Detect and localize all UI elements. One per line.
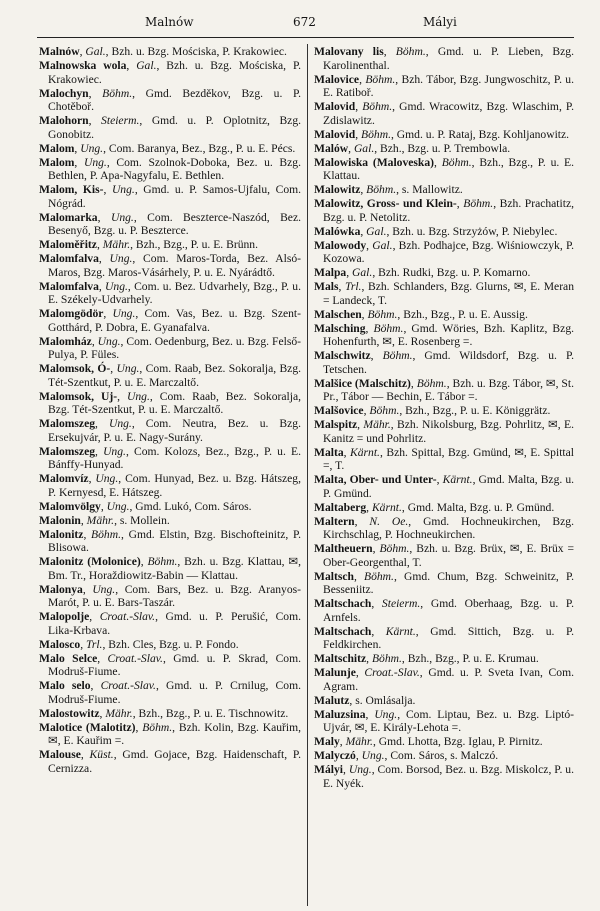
entry-region: Ung. [348, 763, 372, 776]
entry-headword: Maloměřitz [39, 238, 97, 251]
entry-headword: Malta [314, 445, 344, 459]
gazetteer-entry: Malomvíz, Ung., Com. Hunyad, Bez. u. Bzg. Hátszeg, P. Kernyesd, E. Hátszeg. [39, 472, 302, 499]
entry-headword: Malów [314, 141, 349, 155]
entry-region: Böhm. [441, 155, 472, 169]
entry-headword: Malom [39, 141, 75, 155]
gazetteer-entry: Malówka, Gal., Bzh. u. Bzg. Strzyżów, P. Niebylec. [314, 224, 558, 238]
entry-text: Bzh. Prachatitz, Bzg. u. P. Netolitz. [323, 197, 575, 224]
entry-headword: Malo selo [39, 679, 91, 692]
entry-text: Com. Borsod, Bez. u. Bzg. Miskolcz, P. u. E. Nyék. [323, 763, 574, 790]
gazetteer-entry: Malomsok, Uj-, Ung., Com. Raab, Bez. Sokoralja, Bzg. Tét-Szentkut, P. u. E. Marczaltő. [39, 389, 301, 416]
entry-text: Gmd. Malta, Bzg. u. P. Gmünd. [407, 500, 555, 514]
header-left-keyword: Malnów [145, 15, 194, 29]
entry-text: Gmd. u. P. Perušić, Com. Lika-Krbava. [48, 610, 302, 637]
entry-text: Gmd. Wöries, Bzh. Kaplitz, Bzg. Hohenfurth, ✉, E. Rosenberg =. [323, 321, 575, 348]
entry-region: Kärnt. [442, 473, 473, 486]
entry-headword: Malunje [314, 666, 356, 679]
entry-text: Bzh., Bzg., P. u. E. Aussig. [403, 307, 528, 321]
entry-text: Bzh. u. Bzg. Brüx, ✉, E. Brüx = Ober-Georgenthal, T. [323, 542, 575, 569]
entry-text: Com. Vas, Bez. u. Bzg. Szent-Gotthárd, P. Dobra, E. Gyanafalva. [48, 307, 302, 334]
entry-text: Gmd. Wracowitz, Bzg. Wlaschim, P. Zdislawitz. [323, 100, 574, 127]
gazetteer-entry: Malom, Kis-, Ung., Gmd. u. P. Samos-Ujfalu, Com. Nógrád. [39, 183, 302, 210]
entry-region: Böhm. [362, 100, 393, 113]
gazetteer-entry: Malomsok, Ó-, Ung., Com. Raab, Bez. Sokoralja, Bzg. Tét-Szentkut, P. u. E. Marczaltő. [39, 362, 302, 389]
entry-text: Com. Neutra, Bez. u. Bzg. Ersekujvár, P. u. E. Nagy-Surány. [48, 417, 301, 444]
gazetteer-entry: Malowody, Gal., Bzh. Podhajce, Bzg. Wiśniowczyk, P. Kozowa. [314, 238, 575, 265]
gazetteer-entry: Malomfalva, Ung., Com. Maros-Torda, Bez. Alsó-Maros, Bzg. Maros-Vásárhely, P. u. E. Nyárádtő. [39, 252, 302, 279]
entry-headword: Malochyn [39, 86, 89, 100]
entry-text: Gmd. u. P. Oplotnitz, Bzg. Gonobitz. [48, 114, 302, 141]
entry-headword: Malomarka [39, 210, 98, 224]
entry-region: Böhm. [382, 349, 413, 362]
entry-region: Gal. [372, 238, 393, 252]
entry-headword: Malovid [314, 127, 356, 141]
entry-headword: Maly [314, 735, 340, 748]
entry-headword: Malomvölgy [39, 499, 101, 513]
entry-headword: Malyczó [314, 749, 356, 762]
entry-text: Gmd. Lukó, Com. Sáros. [135, 499, 252, 513]
entry-text: Com. u. Bez. Udvarhely, Bzg., P. u. E. Székely-Udvarhely. [48, 279, 301, 306]
entry-region: Böhm. [379, 542, 410, 555]
entry-region: Trl. [345, 280, 362, 293]
entry-text: Gmd. Chum, Bzg. Schweinitz, P. Besseniitz. [323, 569, 575, 596]
entry-region: Böhm. [361, 127, 391, 141]
gazetteer-entry: Malo selo, Croat.-Slav., Gmd. u. P. Crnilug, Com. Modruš-Fiume. [39, 679, 302, 706]
entry-headword: Mályi [314, 763, 343, 776]
gazetteer-entry: Malowitz, Böhm., s. Mallowitz. [314, 183, 463, 196]
entry-headword: Malšovice [314, 404, 364, 417]
entry-region: Croat.-Slav. [107, 651, 163, 665]
entry-text: Bzh. u. Bzg. Mościska, P. Krakowiec. [111, 45, 287, 58]
gazetteer-entry: Malostowitz, Mähr., Bzh., Bzg., P. u. E. Tischnowitz. [39, 706, 289, 720]
entry-text: s. Mallowitz. [401, 183, 463, 196]
entry-headword: Malovany lis [314, 45, 384, 58]
entry-headword: Malovid [314, 100, 356, 113]
entry-headword: Malschen [314, 307, 362, 321]
gazetteer-entry: Malotice (Malotitz), Böhm., Bzh. Kolin, Bzg. Kauřim, ✉, E. Kauřim =. [39, 720, 302, 747]
gazetteer-entry: Malsching, Böhm., Gmd. Wöries, Bzh. Kaplitz, Bzg. Hohenfurth, ✉, E. Rosenberg =. [314, 321, 575, 348]
entry-headword: Malsching [314, 321, 366, 335]
entry-text: Bzh. Rudki, Bzg. u. P. Komarno. [378, 266, 531, 279]
entry-region: Ung. [97, 334, 121, 348]
entry-region: Gal. [353, 141, 375, 155]
gazetteer-entry: Malonin, Mähr., s. Mollein. [39, 513, 170, 527]
entry-text: Com. Oedenburg, Bez. u. Bzg. Felső-Pulya, P. Füles. [48, 334, 301, 361]
entry-headword: Malonin [39, 513, 81, 527]
entry-text: Gmd. Bezděkov, Bzg. u. P. Chotěboř. [48, 86, 302, 113]
entry-region: Ung. [103, 444, 126, 458]
entry-headword: Malta, Ober- und Unter- [314, 473, 437, 486]
entry-region: Ung. [126, 389, 150, 403]
entry-region: Ung. [116, 362, 140, 375]
entry-headword: Malonitz (Molonice) [39, 555, 141, 568]
entry-region: Ung. [361, 749, 385, 762]
column-divider [307, 44, 308, 906]
entry-text: Gmd. Gojace, Bzg. Haidenschaft, P. Cernizza. [48, 748, 301, 775]
entry-text: Com. Sáros, s. Malczó. [390, 749, 499, 762]
gazetteer-entry: Malomszeg, Ung., Com. Kolozs, Bez., Bzg., P. u. E. Bánffy-Hunyad. [39, 444, 301, 471]
entry-region: Mähr. [102, 238, 131, 251]
gazetteer-entry: Malouse, Küst., Gmd. Gojace, Bzg. Haidenschaft, P. Cernizza. [39, 748, 301, 775]
gazetteer-entry: Malta, Ober- und Unter-, Kärnt., Gmd. Malta, Bzg. u. P. Gmünd. [314, 473, 575, 500]
gazetteer-entry: Malnowska wola, Gal., Bzh. u. Bzg. Mościska, P. Krakowiec. [39, 59, 302, 86]
entry-region: Gal. [366, 224, 387, 238]
entry-region: Ung. [110, 210, 134, 224]
gazetteer-entry: Malom, Ung., Com. Szolnok-Doboka, Bez. u. Bzg. Bethlen, P. Apa-Nagyfalu, E. Bethlen. [39, 155, 301, 182]
entry-region: Böhm. [367, 307, 398, 321]
gazetteer-entry: Malovid, Böhm., Gmd. Wracowitz, Bzg. Wlaschim, P. Zdislawitz. [314, 100, 574, 127]
gazetteer-entry: Maltaberg, Kärnt., Gmd. Malta, Bzg. u. P. Gmünd. [314, 500, 555, 514]
entry-text: Gmd. Hochneukirchen, Bzg. Kirchschlag, P. Hochneukirchen. [323, 514, 574, 541]
entry-region: Ung. [80, 141, 104, 155]
gazetteer-entry: Malonya, Ung., Com. Bars, Bez. u. Bzg. Aranyos-Marót, P. u. E. Bars-Taszár. [39, 582, 301, 609]
entry-region: Böhm. [416, 376, 447, 390]
entry-region: Gal. [352, 266, 373, 279]
entry-headword: Malnów [39, 45, 80, 58]
gazetteer-entry: Malomház, Ung., Com. Oedenburg, Bez. u. Bzg. Felső-Pulya, P. Füles. [39, 334, 301, 361]
gazetteer-entry: Malosco, Trl., Bzh. Cles, Bzg. u. P. Fondo. [39, 637, 239, 651]
entry-headword: Malomfalva [39, 252, 99, 265]
entry-headword: Malosco [39, 637, 81, 651]
entry-region: Ung. [108, 417, 132, 430]
entry-text: Gmd. u. P. Lieben, Bzg. Karolinenthal. [323, 45, 575, 72]
gazetteer-entry: Malomszeg, Ung., Com. Neutra, Bez. u. Bzg. Ersekujvár, P. u. E. Nagy-Surány. [39, 417, 301, 444]
gazetteer-entry: Malo Selce, Croat.-Slav., Gmd. u. P. Skrad, Com. Modruš-Fiume. [39, 651, 302, 678]
gazetteer-entry: Maltschach, Steierm., Gmd. Oberhaag, Bzg. u. P. Arnfels. [314, 597, 574, 624]
entry-headword: Maltern [314, 514, 355, 528]
entry-text: Bzh. u. Bzg. Klattau, ✉, Bm. Tr., Horaždiowitz-Babin — Klattau. [48, 555, 302, 582]
entry-headword: Malowitz, Gross- und Klein- [314, 197, 457, 210]
entry-region: Böhm. [147, 555, 178, 568]
entry-text: Bzh., Bzg., P. u. E. Königgrätz. [405, 404, 551, 417]
entry-headword: Malomvíz [39, 472, 89, 485]
page-number: 672 [293, 15, 316, 29]
entry-text: Com. Szolnok-Doboka, Bez. u. Bzg. Bethlen, P. Apa-Nagyfalu, E. Bethlen. [48, 155, 301, 182]
entry-headword: Maltheuern [314, 542, 373, 555]
entry-headword: Maltschach [314, 624, 372, 638]
gazetteer-entry: Malunje, Croat.-Slav., Gmd. u. P. Sveta Ivan, Com. Agram. [314, 666, 575, 693]
entry-text: Gmd. u. P. Rataj, Bzg. Kohljanowitz. [396, 127, 570, 141]
entry-text: Bzh. Schlanders, Bzg. Glurns, ✉, E. Meran = Landeck, T. [323, 280, 574, 307]
page-header [40, 14, 572, 30]
entry-region: Böhm. [364, 569, 394, 583]
entry-headword: Malouse [39, 748, 81, 761]
entry-headword: Malovice [314, 72, 360, 86]
gazetteer-entry: Maltschach, Kärnt., Gmd. Sittich, Bzg. u. P. Feldkirchen. [314, 624, 575, 651]
gazetteer-entry: Malów, Gal., Bzh., Bzg. u. P. Trembowla. [314, 141, 511, 155]
entry-headword: Malopolje [39, 610, 90, 623]
entry-region: Trl. [86, 637, 103, 651]
entry-text: Bzh., Bzg. u. P. Trembowla. [380, 141, 511, 155]
entry-headword: Mals [314, 280, 339, 293]
entry-headword: Malschwitz [314, 349, 371, 362]
gazetteer-entry: Malochyn, Böhm., Gmd. Bezděkov, Bzg. u. P. Chotěboř. [39, 86, 302, 113]
entry-region: N. Oe. [369, 514, 409, 528]
entry-text: Bzh., Bzg., P. u. E. Krumau. [407, 652, 539, 665]
gazetteer-entry: Malschwitz, Böhm., Gmd. Wildsdorf, Bzg. u. P. Tetschen. [314, 349, 575, 376]
entry-headword: Maltschach [314, 597, 372, 610]
gazetteer-entry: Maltschitz, Böhm., Bzh., Bzg., P. u. E. Krumau. [314, 652, 539, 665]
entry-text: Com. Hunyad, Bez. u. Bzg. Hátszeg, P. Kernyesd, E. Hátszeg. [48, 472, 302, 499]
entry-text: Com. Kolozs, Bez., Bzg., P. u. E. Bánffy-Hunyad. [48, 444, 301, 471]
header-rule [37, 37, 574, 38]
entry-headword: Malotice (Malotitz) [39, 720, 136, 734]
entry-headword: Malšice (Malschitz) [314, 376, 411, 390]
entry-headword: Malnowska wola [39, 59, 127, 72]
gazetteer-entry: Malomgödör, Ung., Com. Vas, Bez. u. Bzg. Szent-Gotthárd, P. Dobra, E. Gyanafalva. [39, 307, 302, 334]
gazetteer-entry: Malšice (Malschitz), Böhm., Bzh. u. Bzg. Tábor, ✉, St. Pr., Tábor — Bechin, E. Tábor =. [314, 376, 574, 403]
entry-text: Bzh. u. Bzg. Tábor, ✉, St. Pr., Tábor — Bechin, E. Tábor =. [323, 376, 574, 403]
entry-region: Böhm. [395, 45, 426, 58]
entry-text: Gmd. Malta, Bzg. u. P. Gmünd. [323, 473, 575, 500]
entry-region: Steierm. [101, 114, 140, 127]
entry-region: Croat.-Slav. [99, 610, 156, 623]
gazetteer-entry: Malpa, Gal., Bzh. Rudki, Bzg. u. P. Komarno. [314, 266, 531, 279]
gazetteer-entry: Maltsch, Böhm., Gmd. Chum, Bzg. Schweinitz, P. Besseniitz. [314, 569, 575, 596]
entry-text: Bzh. Spittal, Bzg. Gmünd, ✉, E. Spittal =, T. [323, 445, 575, 472]
gazetteer-entry: Malovid, Böhm., Gmd. u. P. Rataj, Bzg. Kohljanowitz. [314, 127, 570, 141]
entry-region: Ung. [112, 307, 136, 320]
entry-text: s. Omlásalja. [355, 693, 416, 707]
entry-text: Com. Raab, Bez. Sokoralja, Bzg. Tét-Szentkut, P. u. E. Marczaltő. [48, 389, 301, 416]
gazetteer-entry: Malowitz, Gross- und Klein-, Böhm., Bzh. Prachatitz, Bzg. u. P. Netolitz. [314, 197, 575, 224]
entry-text: Bzh. Cles, Bzg. u. P. Fondo. [108, 637, 239, 651]
entry-headword: Maltsch [314, 569, 354, 583]
entry-text: Gmd. u. P. Crnilug, Com. Modruš-Fiume. [48, 679, 302, 706]
gazetteer-entry: Malovice, Böhm., Bzh. Tábor, Bzg. Jungwoschitz, P. u. E. Ratiboř. [314, 72, 574, 99]
gazetteer-entry: Maluzsina, Ung., Com. Liptau, Bez. u. Bzg. Liptó-Ujvár, ✉, E. Király-Lehota =. [314, 707, 575, 734]
gazetteer-entry: Malonitz, Böhm., Gmd. Elstin, Bzg. Bischofteinitz, P. Blisowa. [39, 527, 302, 554]
entry-region: Ung. [111, 183, 135, 196]
gazetteer-entry: Malowiska (Maloveska), Böhm., Bzh., Bzg., P. u. E. Klattau. [314, 155, 575, 182]
gazetteer-entry: Malonitz (Molonice), Böhm., Bzh. u. Bzg. Klattau, ✉, Bm. Tr., Horaždiowitz-Babin — Klattau. [39, 555, 302, 582]
gazetteer-entry: Malšovice, Böhm., Bzh., Bzg., P. u. E. Königgrätz. [314, 404, 551, 417]
gazetteer-entry: Mályi, Ung., Com. Borsod, Bez. u. Bzg. Miskolcz, P. u. E. Nyék. [314, 763, 574, 790]
entry-region: Steierm. [381, 597, 421, 610]
entry-region: Mähr. [363, 418, 391, 431]
entry-region: Mähr. [105, 706, 133, 720]
entry-headword: Malomsok, Ó- [39, 362, 111, 375]
entry-region: Kärnt. [371, 500, 402, 514]
entry-region: Gal. [85, 45, 106, 58]
gazetteer-entry: Maloměřitz, Mähr., Bzh., Bzg., P. u. E. Brünn. [39, 238, 258, 251]
entry-region: Croat.-Slav. [364, 666, 420, 679]
entry-region: Ung. [106, 499, 130, 513]
entry-region: Croat.-Slav. [100, 679, 156, 692]
entry-text: Com. Beszterce-Naszód, Bez. Besenyő, Bzg. u. P. Beszterce. [48, 210, 302, 237]
gazetteer-entry: Malnów, Gal., Bzh. u. Bzg. Mościska, P. Krakowiec. [39, 45, 287, 58]
entry-text: Bzh. Tábor, Bzg. Jungwoschitz, P. u. E. Ratiboř. [323, 72, 574, 99]
gazetteer-entry: Malomvölgy, Ung., Gmd. Lukó, Com. Sáros. [39, 499, 252, 513]
entry-headword: Malomszeg [39, 417, 96, 430]
entry-text: Gmd. u. P. Skrad, Com. Modruš-Fiume. [48, 651, 302, 678]
entry-text: Gmd. Wildsdorf, Bzg. u. P. Tetschen. [323, 349, 575, 376]
entry-text: Com. Raab, Bez. Sokoralja, Bzg. Tét-Szentkut, P. u. E. Marczaltő. [48, 362, 302, 389]
entry-headword: Malówka [314, 224, 361, 238]
entry-headword: Malom [39, 155, 75, 169]
entry-text: Gmd. Lhotta, Bzg. Iglau, P. Pirnitz. [378, 735, 543, 748]
entry-text: Com. Bars, Bez. u. Bzg. Aranyos-Marót, P. u. E. Bars-Taszár. [48, 582, 301, 609]
entry-text: Bzh., Bzg., P. u. E. Brünn. [135, 238, 258, 251]
entry-region: Mähr. [345, 735, 373, 748]
entry-region: Kärnt. [350, 445, 380, 459]
gazetteer-entry: Maltheuern, Böhm., Bzh. u. Bzg. Brüx, ✉, E. Brüx = Ober-Georgenthal, T. [314, 542, 575, 569]
entry-headword: Malomfalva [39, 279, 99, 293]
entry-headword: Malostowitz [39, 706, 100, 720]
entry-text: Bzh. u. Bzg. Mościska, P. Krakowiec. [48, 59, 302, 86]
gazetteer-entry: Malta, Kärnt., Bzh. Spittal, Bzg. Gmünd, ✉, E. Spittal =, T. [314, 445, 575, 472]
entry-text: Gmd. Sittich, Bzg. u. P. Feldkirchen. [323, 624, 575, 651]
entry-text: Gmd. Elstin, Bzg. Bischofteinitz, P. Blisowa. [48, 527, 302, 554]
entry-region: Böhm. [142, 720, 173, 734]
entry-region: Ung. [109, 252, 133, 265]
entry-headword: Malomszeg [39, 444, 96, 458]
entry-headword: Malonya [39, 582, 83, 596]
entry-headword: Malowitz [314, 183, 361, 196]
gazetteer-entry: Malutz, s. Omlásalja. [314, 693, 416, 707]
entry-headword: Maluzsina [314, 707, 366, 721]
gazetteer-entry: Malschen, Böhm., Bzh., Bzg., P. u. E. Aussig. [314, 307, 528, 321]
gazetteer-entry: Mals, Trl., Bzh. Schlanders, Bzg. Glurns, ✉, E. Meran = Landeck, T. [314, 280, 574, 307]
entry-headword: Maltschitz [314, 652, 367, 665]
entry-headword: Malom, Kis- [39, 183, 104, 196]
entry-region: Gal. [136, 59, 157, 72]
entry-text: Com. Liptau, Bez. u. Bzg. Liptó-Ujvár, ✉, E. Király-Lehota =. [323, 707, 575, 734]
entry-headword: Malspitz [314, 418, 358, 431]
left-column [39, 45, 301, 776]
entry-headword: Malo Selce [39, 651, 98, 665]
entry-headword: Malomsok, Uj- [39, 389, 118, 403]
entry-text: Com. Baranya, Bez., Bzg., P. u. E. Pécs. [108, 141, 296, 155]
gazetteer-entry: Malopolje, Croat.-Slav., Gmd. u. P. Perušić, Com. Lika-Krbava. [39, 610, 302, 637]
entry-region: Ung. [83, 155, 107, 169]
entry-region: Ung. [95, 472, 119, 485]
entry-region: Böhm. [366, 183, 397, 196]
entry-region: Küst. [89, 748, 114, 761]
gazetteer-entry: Malohorn, Steierm., Gmd. u. P. Oplotnitz, Bzg. Gonobitz. [39, 114, 302, 141]
entry-text: Bzh., Bzg., P. u. E. Klattau. [323, 155, 575, 182]
entry-headword: Malomház [39, 334, 92, 348]
gazetteer-entry: Malomfalva, Ung., Com. u. Bez. Udvarhely, Bzg., P. u. E. Székely-Udvarhely. [39, 279, 301, 306]
gazetteer-entry: Maly, Mähr., Gmd. Lhotta, Bzg. Iglau, P. Pirnitz. [314, 735, 543, 748]
entry-region: Ung. [92, 582, 116, 596]
entry-region: Böhm. [373, 321, 404, 335]
entry-text: Bzh., Bzg., P. u. E. Tischnowitz. [138, 706, 289, 720]
entry-text: Com. Maros-Torda, Bez. Alsó-Maros, Bzg. Maros-Vásárhely, P. u. E. Nyárádtő. [48, 252, 302, 279]
entry-text: Gmd. u. P. Sveta Ivan, Com. Agram. [323, 666, 575, 693]
entry-headword: Malutz [314, 693, 350, 707]
entry-text: Bzh. Kolin, Bzg. Kauřim, ✉, E. Kauřim =. [48, 720, 302, 747]
entry-text: Bzh. u. Bzg. Strzyżów, P. Niebylec. [392, 224, 558, 238]
entry-region: Kärnt. [385, 624, 416, 638]
entry-region: Böhm. [463, 197, 494, 210]
gazetteer-entry: Malomarka, Ung., Com. Beszterce-Naszód, Bez. Besenyő, Bzg. u. P. Beszterce. [39, 210, 302, 237]
entry-headword: Malpa [314, 266, 347, 279]
gazetteer-entry: Malspitz, Mähr., Bzh. Nikolsburg, Bzg. Pohrlitz, ✉, E. Kanitz = und Pohrlitz. [314, 418, 574, 445]
gazetteer-entry: Malom, Ung., Com. Baranya, Bez., Bzg., P. u. E. Pécs. [39, 141, 296, 155]
entry-text: Bzh. Nikolsburg, Bzg. Pohrlitz, ✉, E. Kanitz = und Pohrlitz. [323, 418, 574, 445]
header-right-keyword: Mályi [423, 15, 457, 29]
entry-region: Mähr. [86, 513, 115, 527]
entry-region: Böhm. [91, 527, 121, 541]
entry-headword: Malowody [314, 238, 367, 252]
gazetteer-entry: Maltern, N. Oe., Gmd. Hochneukirchen, Bzg. Kirchschlag, P. Hochneukirchen. [314, 514, 574, 541]
entry-text: Gmd. Oberhaag, Bzg. u. P. Arnfels. [323, 597, 574, 624]
entry-headword: Malohorn [39, 114, 89, 127]
entry-region: Böhm. [365, 72, 396, 86]
gazetteer-entry: Malyczó, Ung., Com. Sáros, s. Malczó. [314, 749, 499, 762]
entry-headword: Malowiska (Maloveska) [314, 155, 435, 169]
entry-region: Böhm. [369, 404, 400, 417]
entry-region: Böhm. [371, 652, 402, 665]
entry-headword: Malonitz [39, 527, 84, 541]
entry-region: Böhm. [102, 86, 133, 100]
gazetteer-entry: Malovany lis, Böhm., Gmd. u. P. Lieben, Bzg. Karolinenthal. [314, 45, 575, 72]
entry-headword: Malomgödör [39, 307, 104, 320]
entry-headword: Maltaberg [314, 500, 367, 514]
entry-region: Ung. [105, 279, 128, 293]
entry-text: Gmd. u. P. Samos-Ujfalu, Com. Nógrád. [48, 183, 302, 210]
entry-text: Bzh. Podhajce, Bzg. Wiśniowczyk, P. Kozowa. [323, 238, 575, 265]
entry-text: s. Mollein. [119, 513, 170, 527]
entry-region: Ung. [374, 707, 398, 721]
right-column [314, 45, 574, 791]
